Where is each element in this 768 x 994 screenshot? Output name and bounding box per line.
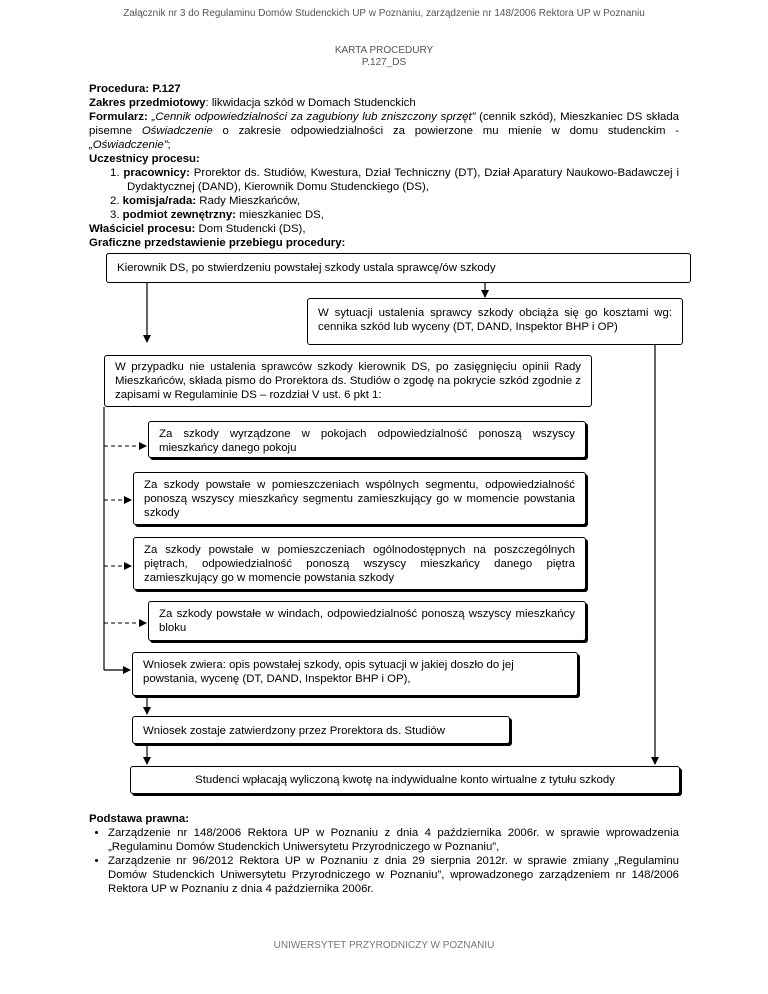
scope-value: : likwidacja szkód w Domach Studenckich [205,97,416,109]
p2-num: 2. [110,195,120,207]
flow-step-8-text: Wniosek zwiera: opis powstałej szkody, opis sytuacji w jakiej doszło do jej powstania, wycenę (DT, DAND, Inspektor BHP i OP), [143,659,514,685]
flow-step-9 [132,716,510,744]
form-label: Formularz: [89,111,148,123]
legal-item: • Zarządzenie nr 96/2012 Rektora UP w Poznaniu z dnia 29 sierpnia 2012r. w sprawie zmiany „Regulaminu Domów Studenckich Uniwersytetu Przyrodniczego w Poznaniu”, wprowadzonego zarządzeniem nr 148/2006 Rektora UP w Poznaniu z dnia 4 października 2006r. [108,854,679,896]
proc-value: P.127 [152,83,181,95]
form-rest: (cennik szkód), Mieszkaniec DS składa pisemne [89,111,679,137]
graphic-label: Graficzne przedstawienie przebiegu procedury: [89,237,346,249]
owner-label: Właściciel procesu: [89,223,196,235]
flow-step-6-text: Za szkody powstałe w pomieszczeniach ogólnodostępnych na poszczególnych piętrach, odpowiedzialność ponoszą wszyscy mieszkańcy danego piętra zamieszkujący go w momencie powstania szkody [144,544,575,584]
form-italic3: „Oświadczenie” [89,139,168,151]
flow-step-10-text: Studenci wpłacają wyliczoną kwotę na indywidualne konto wirtualne z tytułu szkody [195,774,615,786]
flow-step-7-text: Za szkody powstałe w windach, odpowiedzialność ponoszą wszyscy mieszkańcy bloku [159,608,575,634]
legal-title: Podstawa prawna: [89,813,190,825]
flow-step-1 [106,253,691,283]
flow-step-8 [132,652,578,696]
p1-text: Prorektor ds. Studiów, Kwestura, Dział Techniczny (DT), Dział Aparatury Naukowo-Badawczej i Dydaktycznej (DAND), Kierownik Domu Studenckiego (DS), [127,167,679,193]
header-code: P.127_DS [361,57,407,68]
form-end: ; [167,139,171,151]
participants-label: Uczestnicy procesu: [89,153,200,165]
flow-step-3-text: W przypadku nie ustalenia sprawców szkody kierownik DS, po zasięgnięciu opinii Rady Mieszkańców, składa pismo do Prorektora ds. Studiów o zgodę na pokrycie szkód zgodnie z zapisami w Regulaminie DS – rozdział V ust. 6 pkt 1: [115,361,581,401]
p2-text: Rady Mieszkańców, [196,195,300,207]
footer: UNIWERSYTET PRZYRODNICZY W POZNANIU [273,940,495,951]
flow-step-2-text: W sytuacji ustalenia sprawcy szkody obciąża się go kosztami wg: cennika szkód lub wyceny (DT, DAND, Inspektor BHP i OP) [318,307,672,333]
header-title: KARTA PROCEDURY [334,45,434,56]
flow-step-4-text: Za szkody wyrządzone w pokojach odpowiedzialność ponoszą wszyscy mieszkańcy danego pokoju [159,428,575,454]
flow-step-9-text: Wniosek zostaje zatwierdzony przez Prorektora ds. Studiów [143,725,445,737]
p3-label: podmiot zewnętrzny: [122,209,236,221]
form-rest2: o zakresie odpowiedzialności za powierzone mu mienie w domu studenckim - [212,125,679,137]
form-italic: „Cennik odpowiedzialności za zagubiony lub zniszczony sprzęt” [151,111,476,123]
flow-step-5-text: Za szkody powstałe w pomieszczeniach wspólnych segmentu, odpowiedzialność ponoszą wszyscy mieszkańcy segmentu zamieszkujący go w momencie powstania szkody [144,479,575,519]
legal-basis [89,812,679,896]
p2-label: komisja/rada: [122,195,197,207]
scope-label: Zakres przedmiotowy [89,97,206,109]
proc-label: Procedura: [89,83,150,95]
flow-step-5 [133,472,586,525]
owner-value: Dom Studencki (DS), [195,223,306,235]
flow-step-2 [307,298,683,345]
flow-step-3 [104,355,592,407]
flow-step-6 [133,537,586,590]
p3-num: 3. [110,209,120,221]
legal-item: • Zarządzenie nr 148/2006 Rektora UP w Poznaniu z dnia 4 października 2006r. w sprawie wprowadzenia „Regulaminu Domów Studenckich Uniwersytetu Przyrodniczego w Poznaniu”, [108,826,679,854]
form-italic2: Oświadczenie [141,125,213,137]
flow-step-7 [148,601,586,641]
flow-step-4 [148,421,586,458]
p1-label: pracownicy: [123,167,190,179]
p1-num: 1. [110,167,120,179]
header-top-line: Załącznik nr 3 do Regulaminu Domów Studenckich UP w Poznaniu, zarządzenie nr 148/2006 Rektora UP w Poznaniu [123,8,645,19]
flow-step-1-text: Kierownik DS, po stwierdzeniu powstałej szkody ustala sprawcę/ów szkody [117,262,496,274]
p3-text: mieszkaniec DS, [235,209,324,221]
flow-step-10 [130,766,680,794]
